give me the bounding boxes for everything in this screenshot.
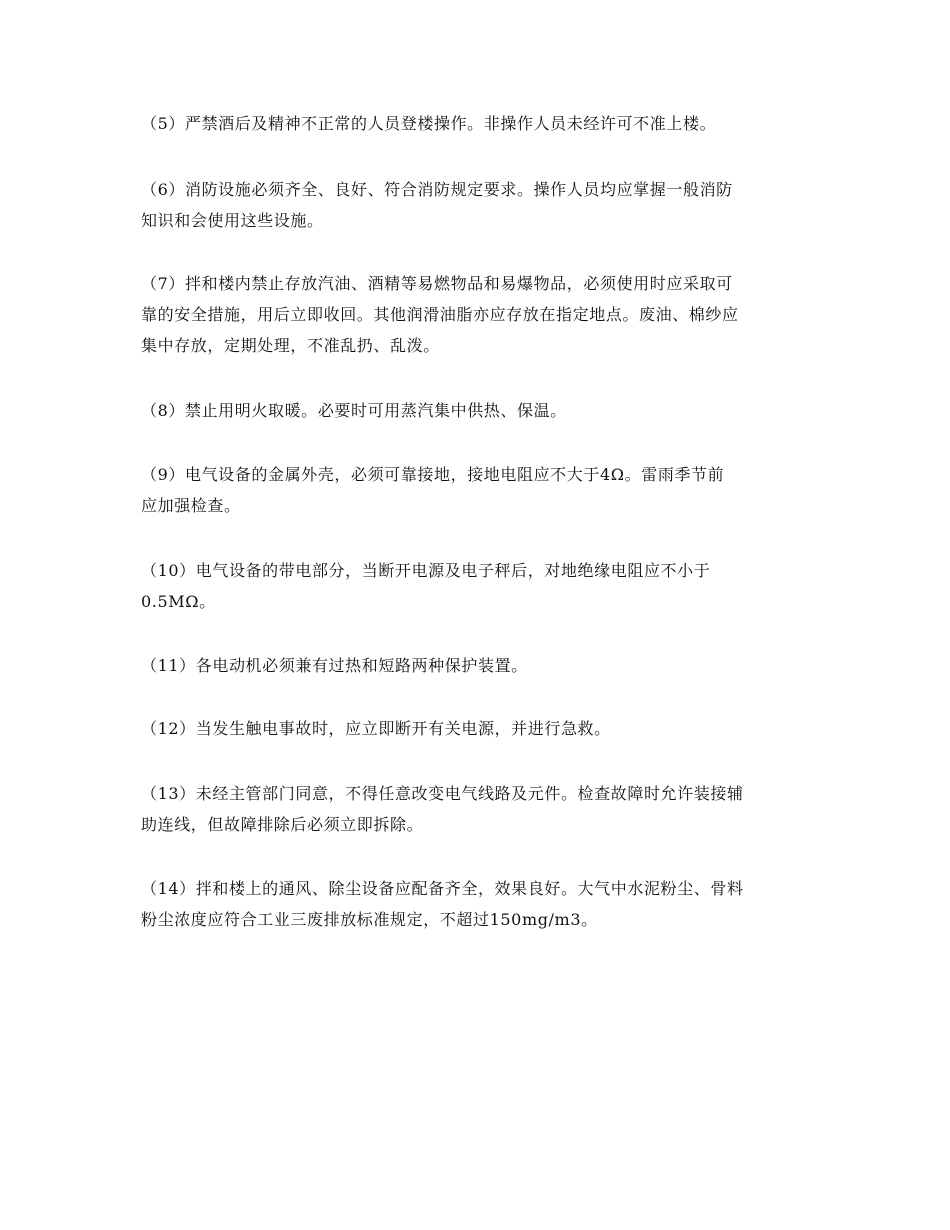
paragraph-line: （12）当发生触电事故时，应立即断开有关电源，并进行急救。 bbox=[141, 719, 611, 738]
paragraph-line: （11）各电动机必须兼有过热和短路两种保护装置。 bbox=[141, 656, 528, 675]
paragraph-line: 0.5MΩ。 bbox=[141, 592, 216, 611]
paragraph-5 bbox=[141, 108, 821, 139]
paragraph-line: （5）严禁酒后及精神不正常的人员登楼操作。非操作人员未经许可不准上楼。 bbox=[141, 114, 717, 133]
paragraph-line: （7）拌和楼内禁止存放汽油、酒精等易燃物品和易爆物品，必须使用时应采取可 bbox=[141, 274, 733, 293]
paragraph-line: 知识和会使用这些设施。 bbox=[141, 211, 324, 230]
paragraph-13 bbox=[141, 778, 821, 840]
paragraph-line: 靠的安全措施，用后立即收回。其他润滑油脂亦应存放在指定地点。废油、棉纱应 bbox=[141, 305, 739, 324]
paragraph-7 bbox=[141, 268, 821, 361]
paragraph-line: 应加强检查。 bbox=[141, 496, 241, 515]
paragraph-12 bbox=[141, 713, 821, 744]
paragraph-10 bbox=[141, 555, 821, 617]
paragraph-line: 集中存放，定期处理，不准乱扔、乱泼。 bbox=[141, 336, 440, 355]
paragraph-line: （13）未经主管部门同意，不得任意改变电气线路及元件。检查故障时允许装接辅 bbox=[141, 784, 744, 803]
paragraph-line: （6）消防设施必须齐全、良好、符合消防规定要求。操作人员均应掌握一般消防 bbox=[141, 180, 733, 199]
paragraph-line: （14）拌和楼上的通风、除尘设备应配备齐全，效果良好。大气中水泥粉尘、骨料 bbox=[141, 879, 744, 898]
paragraph-line: 助连线，但故障排除后必须立即拆除。 bbox=[141, 815, 424, 834]
paragraph-6 bbox=[141, 174, 821, 236]
paragraph-14 bbox=[141, 873, 821, 935]
paragraph-line: （8）禁止用明火取暖。必要时可用蒸汽集中供热、保温。 bbox=[141, 401, 567, 420]
paragraph-line: （10）电气设备的带电部分，当断开电源及电子秤后，对地绝缘电阻应不小于 bbox=[141, 561, 711, 580]
paragraph-line: （9）电气设备的金属外壳，必须可靠接地，接地电阻应不大于4Ω。雷雨季节前 bbox=[141, 465, 725, 484]
paragraph-8 bbox=[141, 395, 821, 426]
paragraph-line: 粉尘浓度应符合工业三废排放标准规定，不超过150mg/m3。 bbox=[141, 910, 598, 929]
paragraph-9 bbox=[141, 459, 821, 521]
paragraph-11 bbox=[141, 650, 821, 681]
